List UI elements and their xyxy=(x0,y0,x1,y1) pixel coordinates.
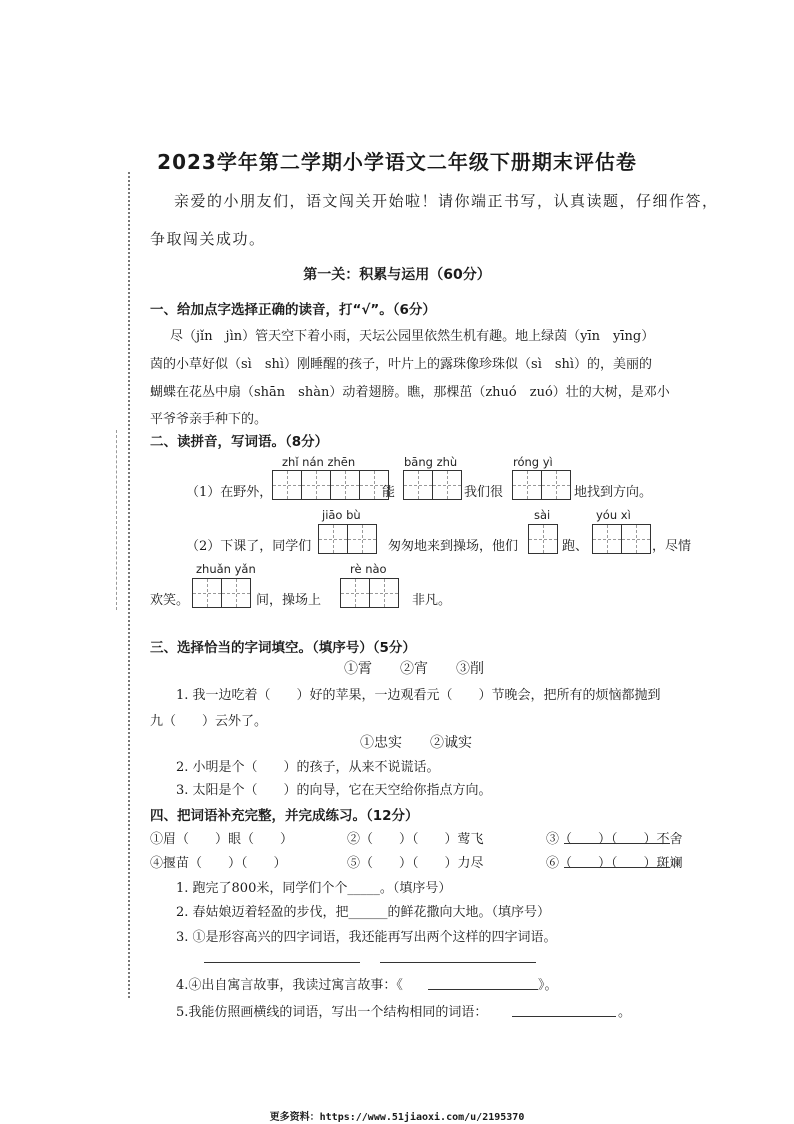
question-4-title: 四、把词语补充完整，并完成练习。（12分） xyxy=(150,808,419,824)
pinyin-zhinanzhen: zhǐ nán zhēn xyxy=(282,455,356,469)
writing-cell[interactable] xyxy=(221,578,251,608)
answer-blank-3[interactable] xyxy=(428,989,538,990)
question-1-line-2: 茵的小草好似（sì shì）刚睡醒的孩子，叶片上的露珠像珍珠似（sì shì）的，美丽的 xyxy=(150,357,653,372)
writing-cell[interactable] xyxy=(369,578,399,608)
binding-dotted-line xyxy=(128,172,130,998)
answer-blank-2[interactable] xyxy=(380,962,536,963)
intro-line-1: 亲爱的小朋友们，语文闯关开始啦！请你端正书写，认真读题，仔细作答， xyxy=(174,192,719,210)
question-2-title: 二、读拼音，写词语。（8分） xyxy=(150,434,329,450)
writing-grid-rongyi[interactable] xyxy=(512,470,570,500)
pinyin-sai: sài xyxy=(534,508,551,522)
footer-source: 更多资料：https://www.51jiaoxi.com/u/2195370 xyxy=(269,1112,525,1123)
writing-cell[interactable] xyxy=(541,470,571,500)
writing-grid-zhinanzhen[interactable] xyxy=(272,470,388,500)
q3-line-3: 2. 小明是个（ ）的孩子，从来不说谎话。 xyxy=(176,760,440,775)
pinyin-bangzhu: bāng zhù xyxy=(404,455,458,469)
question-3-title: 三、选择恰当的字词填空。（填序号）（5分） xyxy=(150,640,416,656)
writing-cell[interactable] xyxy=(347,524,377,554)
q2-line3-text-b: 间，操场上 xyxy=(256,593,322,608)
q4-line-5-end: 。 xyxy=(618,1005,632,1020)
q3-options-1: ①霄 ②宵 ③削 xyxy=(344,661,484,677)
question-1-line-1: 尽（jǐn jìn）管天空下着小雨，天坛公园里依然生机有趣。地上绿茵（yīn yīng） xyxy=(170,329,655,344)
page-title: 2023学年第二学期小学语文二年级下册期末评估卷 xyxy=(157,150,637,174)
q3-line-1: 1. 我一边吃着（ ）好的苹果，一边观看元（ ）节晚会，把所有的烦恼都抛到 xyxy=(176,688,661,703)
q4-line-2: 2. 春姑娘迈着轻盈的步伐，把______的鲜花撒向大地。（填序号） xyxy=(176,905,551,920)
q2-line1-text-d: 地找到方向。 xyxy=(574,485,653,500)
q2-line2-text-d: ，尽情 xyxy=(652,539,692,554)
binding-margin-marks xyxy=(116,430,127,610)
q3-options-2: ①忠实 ②诚实 xyxy=(360,735,472,751)
q2-line1-text-c: 我们很 xyxy=(464,485,504,500)
q4-line-4-end: 》。 xyxy=(538,978,558,993)
writing-grid-jiaobu[interactable] xyxy=(318,524,376,554)
q4-line-1: 1. 跑完了800米，同学们个个_____。（填序号） xyxy=(176,881,452,896)
q4-row2-a: ④揠苗（ ）（ ） xyxy=(150,856,287,871)
q2-line1-text-b: 能 xyxy=(382,485,396,500)
intro-line-2: 争取闯关成功。 xyxy=(150,230,266,248)
q2-line2-text-b: 匆匆地来到操场，他们 xyxy=(388,539,519,554)
q4-line-3: 3. ①是形容高兴的四字词语，我还能再写出两个这样的四字词语。 xyxy=(176,930,557,945)
writing-cell[interactable] xyxy=(512,470,542,500)
question-1-line-4: 平爷爷亲手种下的。 xyxy=(150,412,268,427)
pinyin-renao: rè nào xyxy=(350,562,387,576)
q4-row1-a: ①眉（ ）眼（ ） xyxy=(150,832,294,847)
writing-cell[interactable] xyxy=(403,470,433,500)
underline-row2 xyxy=(564,867,670,868)
pinyin-zhuanyan: zhuǎn yǎn xyxy=(196,562,256,576)
writing-grid-renao[interactable] xyxy=(340,578,398,608)
question-1-line-3: 蝴蝶在花丛中扇（shān shàn）动着翅膀。瞧，那棵茁（zhuó zuó）壮的大树，是邓小 xyxy=(150,385,670,400)
q4-row1-c: ③（ ）（ ）不舍 xyxy=(546,832,683,847)
q3-line-4: 3. 太阳是个（ ）的向导，它在天空给你指点方向。 xyxy=(176,783,492,798)
pinyin-youxi: yóu xì xyxy=(596,508,631,522)
pinyin-jiaobu: jiāo bù xyxy=(322,508,361,522)
writing-grid-youxi[interactable] xyxy=(592,524,650,554)
q4-row2-b: ⑤（ ）（ ）力尽 xyxy=(347,856,484,871)
writing-grid-zhuanyan[interactable] xyxy=(192,578,250,608)
q4-line-5: 5.我能仿照画横线的词语，写出一个结构相同的词语： xyxy=(176,1005,488,1020)
q3-line-2: 九（ ）云外了。 xyxy=(150,714,268,729)
q2-line3-text-c: 非凡。 xyxy=(412,593,452,608)
writing-cell[interactable] xyxy=(301,470,331,500)
writing-cell[interactable] xyxy=(272,470,302,500)
q4-line-4: 4.④出自寓言故事，我读过寓言故事：《 xyxy=(176,978,403,993)
answer-blank-1[interactable] xyxy=(204,962,360,963)
writing-cell[interactable] xyxy=(528,524,558,554)
question-1-title: 一、给加点字选择正确的读音，打“√”。（6分） xyxy=(150,302,436,318)
writing-cell[interactable] xyxy=(192,578,222,608)
writing-cell[interactable] xyxy=(318,524,348,554)
q4-row2-c: ⑥（ ）（ ）斑斓 xyxy=(546,856,683,871)
writing-cell[interactable] xyxy=(340,578,370,608)
writing-cell[interactable] xyxy=(330,470,360,500)
q2-line2-text-a: （2）下课了，同学们 xyxy=(186,539,312,554)
q2-line3-text-a: 欢笑。 xyxy=(150,593,190,608)
underline-row1 xyxy=(564,843,670,844)
q4-row1-b: ②（ ）（ ）莺飞 xyxy=(347,832,484,847)
q2-line2-text-c: 跑、 xyxy=(562,539,589,554)
writing-cell[interactable] xyxy=(592,524,622,554)
writing-grid-bangzhu[interactable] xyxy=(403,470,461,500)
section-heading: 第一关：积累与运用（60分） xyxy=(303,267,491,283)
answer-blank-4[interactable] xyxy=(512,1016,616,1017)
writing-cell[interactable] xyxy=(432,470,462,500)
writing-cell[interactable] xyxy=(621,524,651,554)
q2-line1-text-a: （1）在野外， xyxy=(186,485,273,500)
writing-grid-sai[interactable] xyxy=(528,524,557,554)
pinyin-rongyi: róng yì xyxy=(513,455,553,469)
